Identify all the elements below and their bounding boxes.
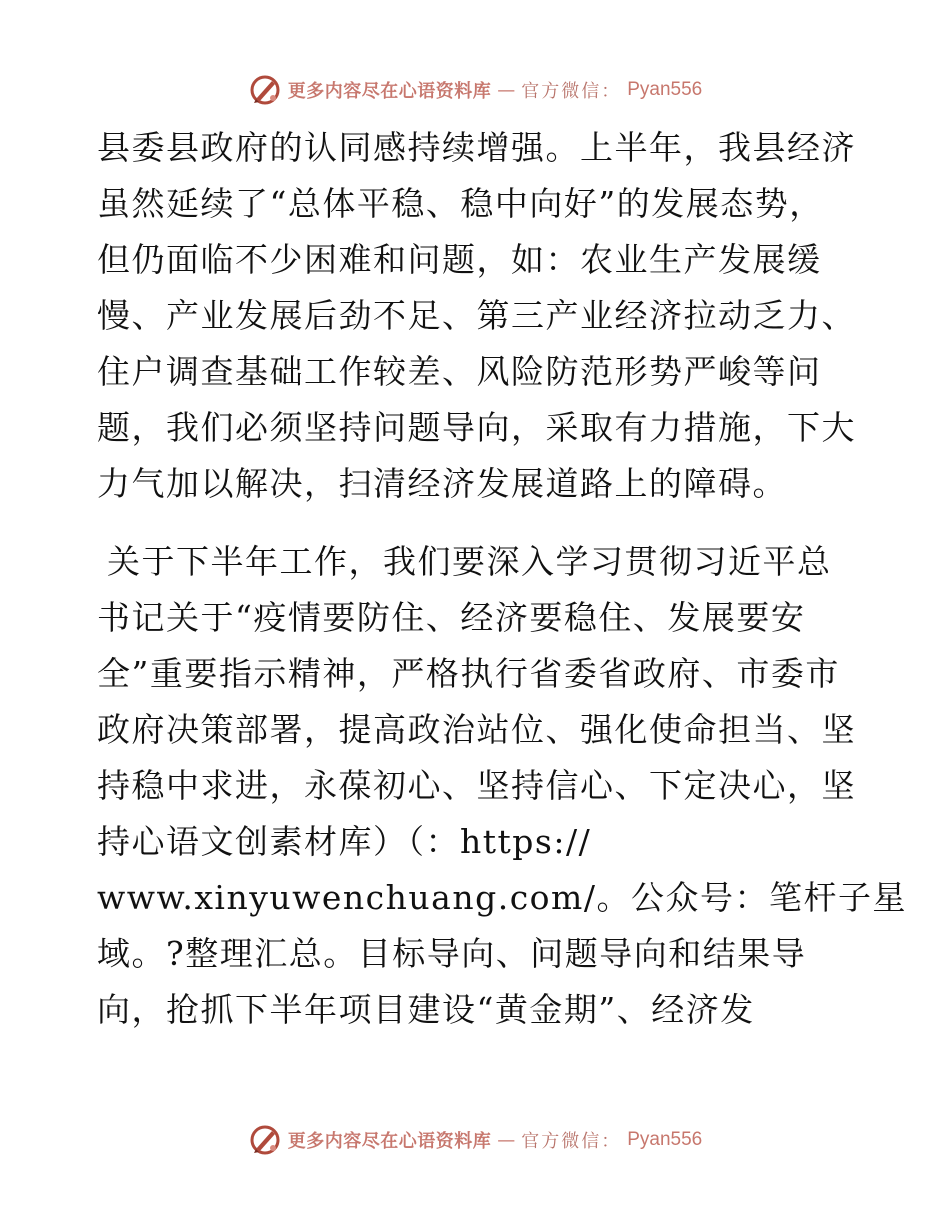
header-wechat-id: Pyan556 (627, 79, 703, 100)
text-line: 慢、产业发展后劲不足、第三产业经济拉动乏力、 (97, 296, 856, 335)
header-wechat-label: 官方微信： (521, 81, 622, 102)
pen-logo-icon (248, 73, 282, 107)
text-line: 县委县政府的认同感持续增强。上半年，我县经济 (97, 128, 856, 167)
text-line: 但仍面临不少困难和问题，如：农业生产发展缓 (97, 240, 822, 279)
footer-banner (0, 1120, 950, 1160)
text-line: 题，我们必须坚持问题导向，采取有力措施，下大 (97, 408, 856, 447)
header-separator: — (497, 79, 516, 101)
text-line: 向，抢抓下半年项目建设“黄金期”、经济发 (97, 990, 755, 1029)
header-banner (0, 70, 950, 110)
text-line: 政府决策部署，提高政治站位、强化使命担当、坚 (97, 710, 856, 749)
text-line: 持稳中求进，永葆初心、坚持信心、下定决心，坚 (97, 766, 856, 805)
text-line: 域。?整理汇总。目标导向、问题导向和结果导 (97, 934, 807, 973)
text-line: 书记关于“疫情要防住、经济要稳住、发展要安 (97, 598, 806, 637)
footer-brand-text: 更多内容尽在心语资料库 (287, 1131, 492, 1152)
text-line: 力气加以解决，扫清经济发展道路上的障碍。 (97, 464, 787, 503)
pen-logo-icon (248, 1123, 282, 1157)
text-line: 持心语文创素材库）（：https:// (97, 822, 592, 861)
text-line: 全”重要指示精神，严格执行省委省政府、市委市 (97, 654, 840, 693)
footer-wechat-id: Pyan556 (627, 1129, 703, 1150)
footer-wechat-label: 官方微信： (521, 1131, 622, 1152)
footer-separator: — (497, 1129, 516, 1151)
paragraph-1 (97, 120, 867, 512)
text-line: 虽然延续了“总体平稳、稳中向好”的发展态势， (97, 184, 824, 223)
document-body (97, 120, 907, 1038)
header-brand-text: 更多内容尽在心语资料库 (287, 81, 492, 102)
paragraph-2 (97, 534, 907, 1038)
text-line-url: www.xinyuwenchuang.com/。公众号：笔杆子星 (97, 878, 907, 917)
text-line: 住户调查基础工作较差、风险防范形势严峻等问 (97, 352, 822, 391)
text-line: 关于下半年工作，我们要深入学习贯彻习近平总 (107, 542, 832, 581)
